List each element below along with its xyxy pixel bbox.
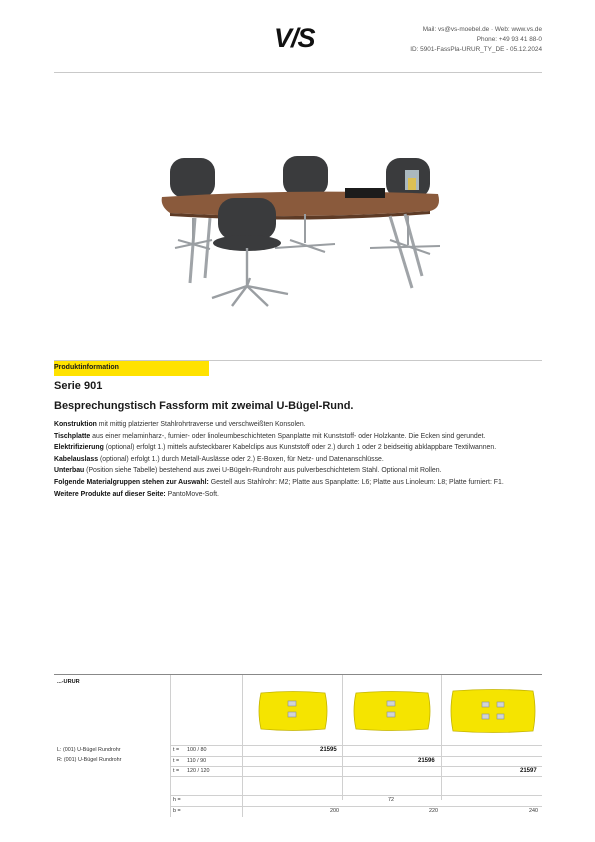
article-code: 21595 xyxy=(320,747,337,753)
variant-table xyxy=(54,674,542,816)
width-value: 220 xyxy=(429,808,438,814)
product-description xyxy=(54,419,542,500)
logo-text: V/S xyxy=(274,24,315,52)
row-size: 110 / 90 xyxy=(187,758,207,764)
table-top-diagram-21596 xyxy=(352,690,432,732)
paragraph-elektrifizierung: Elektrifizierung (optional) erfolgt 1.) mittels aufsteckbarer Kabelclips aus Kunststoff oder 2.) durch 1 oder 2 beidseitig abklappbare Textilwannen. xyxy=(54,444,497,452)
row-size: 100 / 80 xyxy=(187,747,207,753)
contact-phone: Phone: +49 93 41 88-0 xyxy=(476,36,542,43)
section-badge: Produktinformation xyxy=(54,361,209,376)
row-label: t = xyxy=(173,758,180,764)
legend-left: L: (001) U-Bügel Rundrohr xyxy=(57,747,121,753)
product-headline: Besprechungstisch Fassform mit zweimal U-Bügel-Rund. xyxy=(54,400,354,412)
table-top-diagram-21595 xyxy=(257,690,329,732)
row-label: t = xyxy=(173,747,180,753)
row-label: t = xyxy=(173,768,180,774)
header-divider xyxy=(54,72,542,73)
width-value: 200 xyxy=(330,808,339,814)
width-label: b = xyxy=(173,808,181,814)
row-size: 120 / 120 xyxy=(187,768,210,774)
document-id: ID: 5901-FassPla-URUR_TY_DE - 05.12.2024 xyxy=(410,46,542,53)
article-code: 21596 xyxy=(418,758,435,764)
paragraph-konstruktion: Konstruktion mit mittig platzierter Stahlrohrtraverse und verschweißten Konsolen. xyxy=(54,421,306,428)
table-header-label: ...-URUR xyxy=(57,679,80,685)
width-value: 240 xyxy=(529,808,538,814)
article-code: 21597 xyxy=(520,768,537,774)
paragraph-tischplatte: Tischplatte aus einer melaminharz-, furnier- oder linoleumbeschichteten Spanplatte mit Kunststoff- oder Holzkante. Die Ecken sind gerundet. xyxy=(54,432,486,440)
paragraph-unterbau: Unterbau (Position siehe Tabelle) bestehend aus zwei U-Bügeln-Rundrohr aus pulverbeschichtetem Stahl. Optional mit Rollen. xyxy=(54,467,442,475)
height-value: 72 xyxy=(388,797,394,803)
legend-right: R: (001) U-Bügel Rundrohr xyxy=(57,757,122,763)
paragraph-kabelauslass: Kabelauslass (optional) erfolgt 1.) durch Metall-Auslässe oder 2.) E-Boxen, für Netz- und Datenanschlüsse. xyxy=(54,455,384,463)
paragraph-weitere-produkte: Weitere Produkte auf dieser Seite: PantoMove-Soft. xyxy=(54,490,219,498)
table-top-diagram-21597 xyxy=(449,688,537,734)
paragraph-materialgruppen: Folgende Materialgruppen stehen zur Auswahl: Gestell aus Stahlrohr: M2; Platte aus Spanplatte: L6; Platte aus Linoleum: L8; Platte furniert: F1. xyxy=(54,478,504,486)
product-photo xyxy=(150,148,450,308)
vs-logo xyxy=(274,24,322,52)
height-label: h = xyxy=(173,797,181,803)
contact-block xyxy=(410,25,542,55)
contact-mail-web: Mail: vs@vs-moebel.de · Web: www.vs.de xyxy=(422,26,542,33)
series-title: Serie 901 xyxy=(54,380,103,392)
